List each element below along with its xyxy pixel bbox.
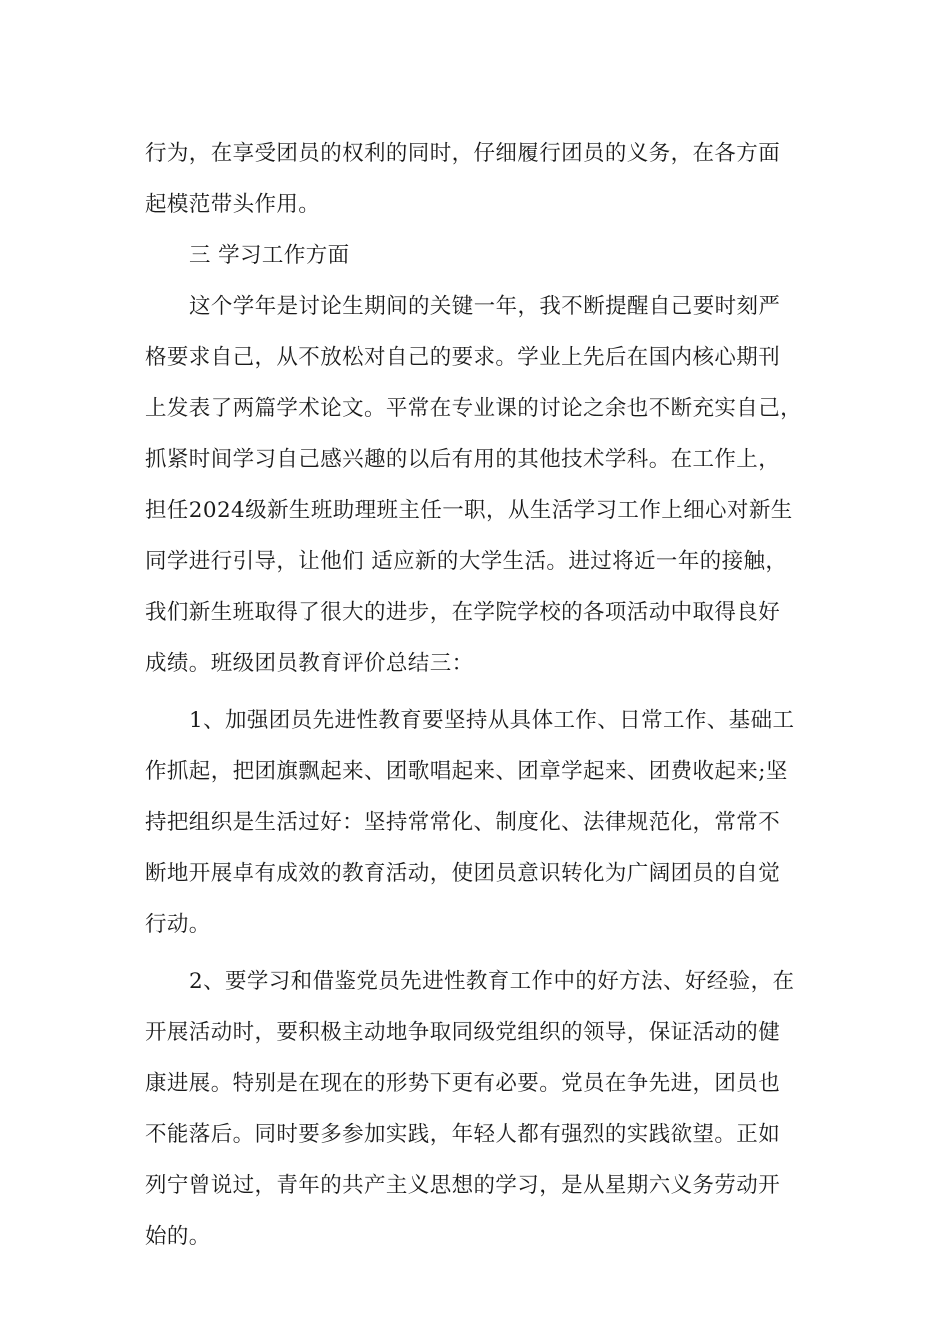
text-line: 开展活动时，要积极主动地争取同级党组织的领导，保证活动的健 <box>145 1020 781 1045</box>
paragraph-2 <box>145 281 810 689</box>
section-heading-3 <box>145 230 810 281</box>
text-line: 格要求自己，从不放松对自己的要求。学业上先后在国内核心期刊 <box>145 345 781 370</box>
text-line: 不能落后。同时要多参加实践，年轻人都有强烈的实践欲望。正如 <box>145 1122 781 1147</box>
text-line: 1、加强团员先进性教育要坚持从具体工作、日常工作、基础工 <box>189 708 795 733</box>
text-line: 始的。 <box>145 1224 211 1249</box>
text-line: 担任2024级新生班助理班主任一职，从生活学习工作上细心对新生 <box>145 498 793 523</box>
paragraph-1 <box>145 128 810 230</box>
text-line: 行动。 <box>145 912 211 937</box>
heading-text: 三 学习工作方面 <box>189 243 350 268</box>
text-line: 作抓起，把团旗飘起来、团歌唱起来、团章学起来、团费收起来;坚 <box>145 759 788 784</box>
text-line: 列宁曾说过，青年的共产主义思想的学习，是从星期六义务劳动开 <box>145 1173 781 1198</box>
text-line: 成绩。班级团员教育评价总结三： <box>145 651 474 676</box>
text-line: 断地开展卓有成效的教育活动，使团员意识转化为广阔团员的自觉 <box>145 861 781 886</box>
text-line: 抓紧时间学习自己感兴趣的以后有用的其他技术学科。在工作上， <box>145 447 781 472</box>
text-line: 2、要学习和借鉴党员先进性教育工作中的好方法、好经验，在 <box>189 969 795 994</box>
text-line: 我们新生班取得了很大的进步，在学院学校的各项活动中取得良好 <box>145 600 781 625</box>
list-item-1 <box>145 695 810 950</box>
text-line: 持把组织是生活过好：坚持常常化、制度化、法律规范化，常常不 <box>145 810 781 835</box>
text-line: 上发表了两篇学术论文。平常在专业课的讨论之余也不断充实自己， <box>145 396 803 421</box>
list-item-2 <box>145 956 810 1262</box>
text-line: 起模范带头作用。 <box>145 192 321 217</box>
text-line: 同学进行引导，让他们 适应新的大学生活。进过将近一年的接触， <box>145 549 788 574</box>
document-body <box>145 128 810 1262</box>
text-line: 康进展。特别是在现在的形势下更有必要。党员在争先进，团员也 <box>145 1071 781 1096</box>
text-line: 这个学年是讨论生期间的关键一年，我不断提醒自己要时刻严 <box>189 294 781 319</box>
text-line: 行为，在享受团员的权利的同时，仔细履行团员的义务，在各方面 <box>145 141 781 166</box>
